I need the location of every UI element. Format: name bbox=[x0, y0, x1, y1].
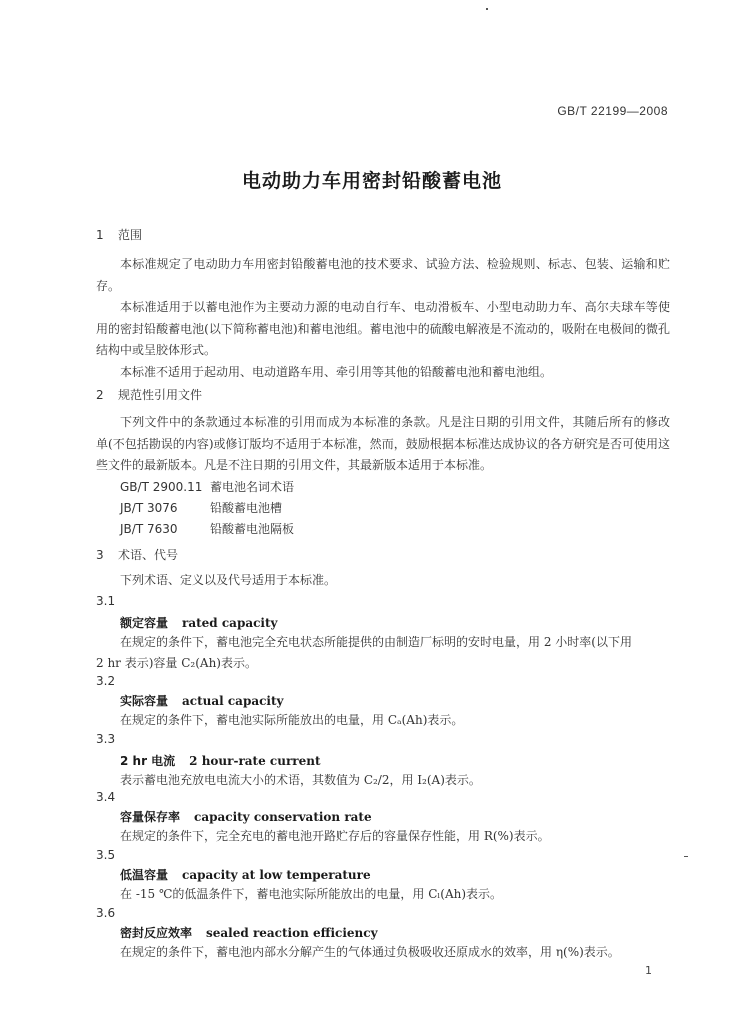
term-number: 3.4 bbox=[96, 790, 116, 804]
paragraph: 本标准不适用于起动用、电动道路车用、牵引用等其他的铅酸蓄电池和蓄电池组。 bbox=[120, 364, 553, 379]
term-en: capacity at low temperature bbox=[182, 868, 371, 882]
section-title: 术语、代号 bbox=[118, 548, 179, 562]
definition-line: 2 hr 表示)容量 C₂(Ah)表示。 bbox=[96, 656, 257, 670]
term-heading bbox=[120, 614, 278, 631]
term-definition bbox=[120, 826, 674, 847]
term-definition bbox=[120, 942, 674, 963]
term-heading bbox=[120, 924, 378, 941]
scan-speck bbox=[684, 856, 688, 857]
reference-title: 铅酸蓄电池槽 bbox=[210, 500, 283, 515]
term-definition bbox=[120, 770, 674, 791]
term-en: 2 hour-rate current bbox=[189, 754, 321, 768]
reference-title: 铅酸蓄电池隔板 bbox=[210, 521, 295, 536]
paragraph: 本标准适用于以蓄电池作为主要动力源的电动自行车、电动滑板车、小型电动助力车、高尔夫球车等使用的密封铅酸蓄电池(以下简称蓄电池)和蓄电池组。蓄电池中的硫酸电解液是不流动的，吸附在电极间的微孔结构中或呈胶体形式。 bbox=[96, 300, 670, 357]
reference-item bbox=[96, 498, 670, 519]
section-title: 规范性引用文件 bbox=[118, 388, 203, 402]
term-number: 3.1 bbox=[96, 594, 116, 608]
section-number: 3 bbox=[96, 548, 104, 562]
term-en: actual capacity bbox=[182, 694, 284, 708]
reference-title: 蓄电池名词术语 bbox=[210, 479, 295, 494]
term-number: 3.5 bbox=[96, 848, 116, 862]
section-heading-terms bbox=[96, 546, 670, 563]
term-zh: 实际容量 bbox=[120, 694, 169, 708]
term-heading bbox=[120, 752, 321, 769]
document-title: 电动助力车用密封铅酸蓄电池 bbox=[241, 170, 502, 192]
reference-code: GB/T 2900.11 bbox=[120, 479, 203, 494]
term-heading bbox=[120, 692, 284, 709]
reference-code: JB/T 7630 bbox=[120, 521, 178, 536]
term-zh: 密封反应效率 bbox=[120, 926, 193, 940]
term-zh: 容量保存率 bbox=[120, 810, 181, 824]
normative-refs-body bbox=[96, 412, 670, 540]
term-zh: 2 hr 电流 bbox=[120, 754, 176, 768]
section-title: 范围 bbox=[118, 228, 143, 242]
term-definition bbox=[120, 884, 674, 905]
page-number: 1 bbox=[645, 964, 652, 977]
section-heading-scope bbox=[96, 226, 670, 243]
term-number: 3.3 bbox=[96, 732, 116, 746]
paragraph: 本标准规定了电动助力车用密封铅酸蓄电池的技术要求、试验方法、检验规则、标志、包装、运输和贮存。 bbox=[96, 257, 670, 293]
term-number: 3.2 bbox=[96, 674, 116, 688]
definition-line: 在规定的条件下，蓄电池完全充电状态所能提供的由制造厂标明的安时电量，用 2 小时率(以下用 bbox=[120, 635, 632, 649]
scan-speck bbox=[486, 8, 488, 10]
definition-line: 在规定的条件下，完全充电的蓄电池开路贮存后的容量保存性能，用 R(%)表示。 bbox=[120, 829, 550, 843]
term-definition bbox=[96, 632, 674, 674]
term-heading bbox=[120, 866, 371, 883]
scope-body bbox=[96, 254, 670, 383]
reference-item bbox=[96, 519, 670, 540]
term-en: sealed reaction efficiency bbox=[206, 926, 378, 940]
reference-code: JB/T 3076 bbox=[120, 500, 178, 515]
definition-line: 在 -15 ℃的低温条件下，蓄电池实际所能放出的电量，用 Cₗ(Ah)表示。 bbox=[120, 887, 503, 901]
definition-line: 表示蓄电池充放电电流大小的术语，其数值为 C₂/2，用 I₂(A)表示。 bbox=[120, 773, 481, 787]
term-en: capacity conservation rate bbox=[194, 810, 372, 824]
reference-item bbox=[96, 477, 670, 498]
terms-intro: 下列术语、定义以及代号适用于本标准。 bbox=[120, 573, 337, 587]
term-definition bbox=[120, 710, 674, 731]
term-number: 3.6 bbox=[96, 906, 116, 920]
standard-code: GB/T 22199—2008 bbox=[557, 104, 668, 118]
definition-line: 在规定的条件下，蓄电池实际所能放出的电量，用 Cₐ(Ah)表示。 bbox=[120, 713, 464, 727]
term-heading bbox=[120, 808, 372, 825]
term-zh: 低温容量 bbox=[120, 868, 169, 882]
section-number: 2 bbox=[96, 388, 104, 402]
term-zh: 额定容量 bbox=[120, 616, 169, 630]
paragraph: 下列文件中的条款通过本标准的引用而成为本标准的条款。凡是注日期的引用文件，其随后所有的修改单(不包括勘误的内容)或修订版均不适用于本标准，然而，鼓励根据本标准达成协议的各方研究是否可使用这些文件的最新版本。凡是不注日期的引用文件，其最新版本适用于本标准。 bbox=[96, 415, 670, 472]
section-number: 1 bbox=[96, 228, 104, 242]
definition-line: 在规定的条件下，蓄电池内部水分解产生的气体通过负极吸收还原成水的效率，用 η(%)表示。 bbox=[120, 945, 620, 959]
section-heading-normative-refs bbox=[96, 386, 670, 403]
term-en: rated capacity bbox=[182, 616, 278, 630]
